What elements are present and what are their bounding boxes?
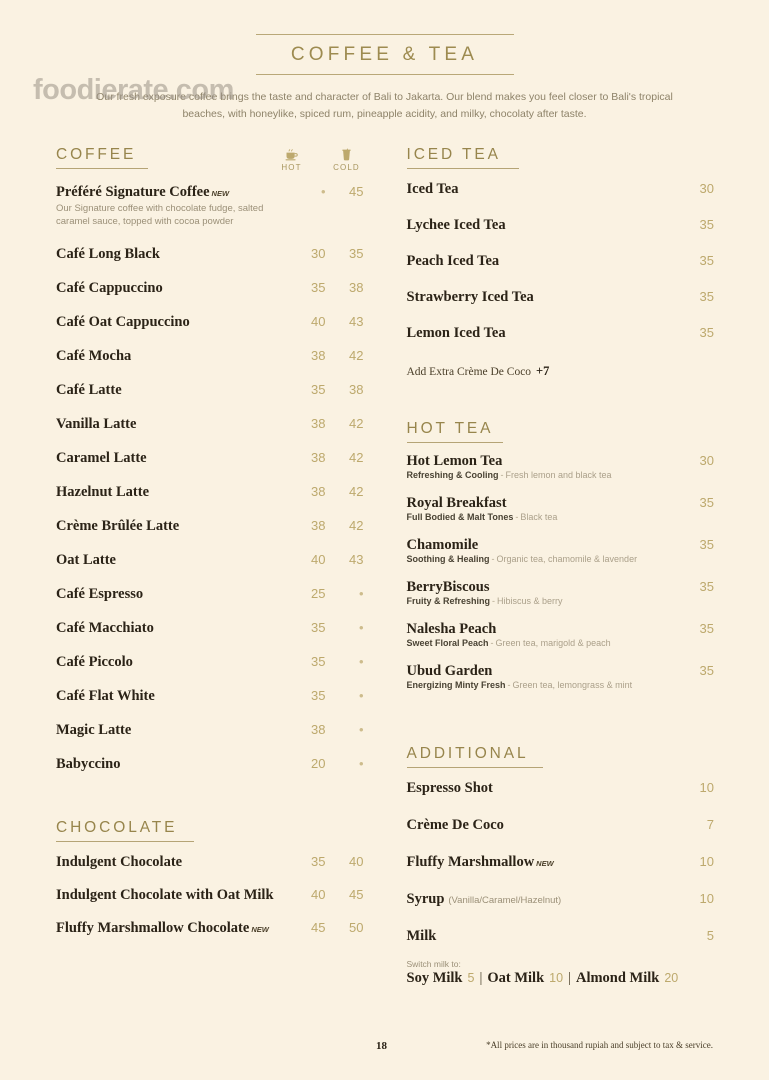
switch-milk-label: Switch milk to: [406, 958, 461, 969]
tea-detail: Green tea, marigold & peach [495, 637, 611, 648]
item-price: 35 [699, 324, 714, 340]
list-item[interactable] [56, 854, 364, 871]
cold-price: 40 [349, 854, 364, 870]
list-item[interactable] [407, 891, 715, 908]
temperature-legend [275, 147, 364, 173]
milk-option-price: 20 [664, 970, 679, 985]
hot-price: 38 [311, 450, 326, 466]
separator: | [568, 969, 571, 986]
item-name: Peach Iced Tea [406, 252, 500, 269]
chocolate-heading-rule [56, 841, 194, 842]
hot-price: 35 [311, 280, 326, 296]
hot-cup-icon [284, 147, 299, 162]
list-item[interactable] [407, 663, 715, 690]
watermark: foodierate.com [33, 74, 234, 106]
cold-price: 42 [349, 348, 364, 364]
additional-heading-rule [407, 767, 543, 768]
switch-milk-options [407, 970, 715, 987]
item-price: 10 [699, 890, 714, 906]
item-description: Sweet Floral Peach - Green tea, marigold & peach [406, 637, 611, 648]
tea-tagline: Fruity & Refreshing [406, 595, 491, 606]
hot-price: 38 [311, 416, 326, 432]
list-item[interactable] [56, 756, 364, 773]
list-item[interactable] [407, 579, 715, 606]
item-name: Café Espresso [56, 586, 144, 603]
item-name: Babyccino [56, 756, 121, 773]
cold-price: 38 [349, 280, 364, 296]
hot-tea-section [407, 420, 715, 690]
hot-price: 35 [311, 620, 326, 636]
item-name: Espresso Shot [406, 779, 493, 796]
list-item[interactable] [56, 887, 364, 904]
cold-glass-icon [339, 147, 354, 162]
tea-detail: Fresh lemon and black tea [505, 469, 612, 480]
item-name: Ubud Garden [406, 662, 493, 679]
cold-legend [330, 147, 364, 172]
hot-price: 38 [311, 518, 326, 534]
cold-price: • [358, 722, 364, 738]
list-item[interactable] [407, 253, 715, 270]
list-item[interactable] [407, 453, 715, 480]
item-name: Hazelnut Latte [56, 484, 150, 501]
item-name: Vanilla Latte [56, 416, 137, 433]
milk-option-name[interactable]: Soy Milk [406, 969, 463, 986]
cold-price: 42 [349, 518, 364, 534]
hot-legend [275, 147, 309, 172]
cold-price: 45 [349, 887, 364, 903]
item-price: 5 [706, 927, 714, 943]
hot-price: 35 [311, 688, 326, 704]
item-description: Refreshing & Cooling - Fresh lemon and black tea [406, 469, 612, 480]
additional-section [407, 745, 715, 987]
hot-price: 35 [311, 382, 326, 398]
hot-price: 40 [311, 314, 326, 330]
cold-price: • [358, 688, 364, 704]
list-item[interactable] [407, 495, 715, 522]
item-name: Royal Breakfast [406, 494, 507, 511]
cold-label: COLD [333, 162, 360, 172]
separator: | [479, 969, 483, 986]
list-item[interactable] [56, 688, 364, 705]
milk-option-price: 10 [549, 970, 564, 985]
hot-price: • [320, 183, 326, 199]
right-column [407, 146, 715, 987]
menu-columns [0, 124, 769, 987]
page-footer [0, 1040, 769, 1050]
list-item[interactable] [407, 181, 715, 198]
hot-price: 40 [311, 552, 326, 568]
new-badge: NEW [251, 925, 269, 935]
page-number: 18 [376, 1040, 387, 1052]
list-item[interactable] [56, 518, 364, 535]
cold-price: • [358, 586, 364, 602]
list-item[interactable] [407, 217, 715, 234]
item-name: Strawberry Iced Tea [406, 288, 534, 305]
item-name: Magic Latte [56, 722, 132, 739]
tea-detail: Organic tea, chamomile & lavender [496, 553, 638, 564]
item-name: Café Oat Cappuccino [56, 314, 190, 331]
hot-tea-heading-rule [407, 442, 503, 443]
item-price: 30 [699, 180, 714, 196]
item-name: Indulgent Chocolate with Oat Milk [56, 887, 274, 904]
cold-price: • [358, 756, 364, 772]
item-price: 35 [699, 578, 714, 594]
list-item[interactable] [56, 920, 364, 937]
price-disclaimer: *All prices are in thousand rupiah and subject to tax & service. [486, 1040, 713, 1050]
item-variants: (Vanilla/Caramel/Hazelnut) [448, 894, 562, 906]
item-description: Full Bodied & Malt Tones - Black tea [406, 511, 558, 522]
addon-label: Add Extra Crème De Coco [406, 365, 532, 378]
item-description: Soothing & Healing - Organic tea, chamomile & lavender [406, 553, 638, 564]
item-price: 30 [699, 452, 714, 468]
title-rules [256, 34, 514, 75]
list-item[interactable] [407, 537, 715, 564]
cold-price: 42 [349, 484, 364, 500]
hot-price: 35 [311, 654, 326, 670]
tea-tagline: Full Bodied & Malt Tones [406, 511, 514, 522]
hot-price: 45 [311, 920, 326, 936]
tea-tagline: Energizing Minty Fresh [406, 679, 506, 690]
tea-detail: Green tea, lemongrass & mint [512, 679, 633, 690]
cold-price: 43 [349, 314, 364, 330]
item-description: Energizing Minty Fresh - Green tea, lemongrass & mint [406, 679, 633, 690]
cold-price: • [358, 654, 364, 670]
hot-price: 35 [311, 854, 326, 870]
item-name: Crème De Coco [406, 816, 504, 833]
item-price: 35 [699, 620, 714, 636]
list-item[interactable] [407, 928, 715, 945]
item-name: Lemon Iced Tea [406, 324, 506, 341]
cold-price: 35 [349, 246, 364, 262]
item-price: 10 [699, 853, 714, 869]
list-item[interactable] [407, 289, 715, 306]
milk-option-name[interactable]: Almond Milk [575, 969, 660, 986]
item-name: BerryBiscous [406, 578, 490, 595]
tea-detail: Hibiscus & berry [497, 595, 563, 606]
hot-price: 40 [311, 887, 326, 903]
cold-price: 38 [349, 382, 364, 398]
item-price: 35 [699, 252, 714, 268]
new-badge: NEW [211, 188, 230, 198]
item-name: Indulgent Chocolate [56, 854, 183, 871]
list-item[interactable] [407, 621, 715, 648]
list-item[interactable] [407, 325, 715, 342]
cold-price: 50 [349, 920, 364, 936]
item-name: Lychee Iced Tea [406, 216, 506, 233]
item-name: Iced Tea [406, 180, 459, 197]
list-item[interactable] [56, 722, 364, 739]
item-name: Café Macchiato [56, 620, 154, 637]
list-item[interactable] [56, 654, 364, 671]
list-item[interactable] [56, 184, 364, 230]
iced-tea-addon [407, 364, 715, 379]
list-item[interactable] [56, 246, 364, 263]
item-description: Fruity & Refreshing - Hibiscus & berry [406, 595, 563, 606]
cold-price: 45 [349, 183, 364, 199]
chocolate-section [56, 819, 364, 937]
cold-price: 42 [349, 450, 364, 466]
list-item[interactable] [407, 780, 715, 797]
item-name: Café Long Black [56, 246, 160, 263]
item-name: Préféré Signature Coffee [56, 183, 210, 200]
hot-price: 38 [311, 484, 326, 500]
cold-price: 43 [349, 552, 364, 568]
cold-price: 42 [349, 416, 364, 432]
tea-tagline: Sweet Floral Peach [406, 637, 489, 648]
item-name: Caramel Latte [56, 450, 147, 467]
list-item[interactable] [407, 854, 715, 871]
cold-price: • [358, 620, 364, 636]
list-item[interactable] [56, 348, 364, 365]
hot-price: 38 [311, 722, 326, 738]
item-price: 35 [699, 288, 714, 304]
coffee-section-header [56, 146, 364, 173]
item-name: Café Cappuccino [56, 280, 163, 297]
item-description: Our Signature coffee with chocolate fudge, salted caramel sauce, topped with cocoa powder [56, 202, 264, 228]
item-price: 10 [699, 779, 714, 795]
chocolate-heading: CHOCOLATE [56, 819, 178, 837]
coffee-heading: COFFEE [56, 145, 137, 163]
page-title: COFFEE & TEA [290, 44, 479, 65]
left-column [56, 146, 364, 987]
item-name: Syrup [406, 890, 445, 907]
list-item[interactable] [56, 314, 364, 331]
item-name: Fluffy Marshmallow Chocolate [56, 920, 250, 937]
hot-tea-heading: HOT TEA [406, 419, 494, 437]
hot-price: 20 [311, 756, 326, 772]
item-name: Café Piccolo [56, 654, 133, 671]
addon-price: +7 [536, 363, 550, 378]
tea-tagline: Soothing & Healing [406, 553, 490, 564]
hot-price: 38 [311, 348, 326, 364]
iced-tea-heading: ICED TEA [406, 145, 501, 163]
list-item[interactable] [56, 586, 364, 603]
additional-heading: ADDITIONAL [406, 744, 529, 762]
iced-tea-section [407, 146, 715, 379]
page-header [0, 0, 769, 124]
item-name: Café Flat White [56, 688, 155, 705]
item-name: Fluffy Marshmallow [406, 853, 535, 870]
item-price: 35 [699, 494, 714, 510]
item-name: Hot Lemon Tea [406, 452, 503, 469]
item-name: Nalesha Peach [406, 620, 497, 637]
hot-label: HOT [281, 162, 302, 172]
item-name: Crème Brûlée Latte [56, 518, 180, 535]
item-name: Café Latte [56, 382, 122, 399]
tea-detail: Black tea [520, 511, 558, 522]
item-price: 7 [706, 816, 714, 832]
item-name: Oat Latte [56, 552, 116, 569]
item-price: 35 [699, 662, 714, 678]
item-price: 35 [699, 536, 714, 552]
list-item[interactable] [56, 484, 364, 501]
list-item[interactable] [56, 280, 364, 297]
list-item[interactable] [407, 817, 715, 834]
hot-price: 30 [311, 246, 326, 262]
item-name: Chamomile [406, 536, 479, 553]
coffee-item-list [56, 184, 364, 774]
new-badge: NEW [536, 858, 554, 868]
item-name: Café Mocha [56, 348, 132, 365]
list-item[interactable] [56, 450, 364, 467]
list-item[interactable] [56, 382, 364, 399]
coffee-heading-rule [56, 168, 148, 169]
milk-option-name[interactable]: Oat Milk [487, 969, 545, 986]
intro-text: Our fresh exposure coffee brings the taste and character of Bali to Jakarta. Our blend makes you feel closer to Bali's tropical beaches, with honeylike, spiced rum, pineapple acidity, and milky, chocolaty after taste. [96, 91, 673, 121]
hot-price: 25 [311, 586, 326, 602]
item-price: 35 [699, 216, 714, 232]
iced-tea-heading-rule [407, 168, 519, 169]
title-rule-bottom [256, 74, 514, 75]
list-item[interactable] [56, 620, 364, 637]
list-item[interactable] [56, 552, 364, 569]
item-name: Milk [406, 927, 437, 944]
tea-tagline: Refreshing & Cooling [406, 469, 499, 480]
milk-option-price: 5 [467, 970, 475, 985]
list-item[interactable] [56, 416, 364, 433]
